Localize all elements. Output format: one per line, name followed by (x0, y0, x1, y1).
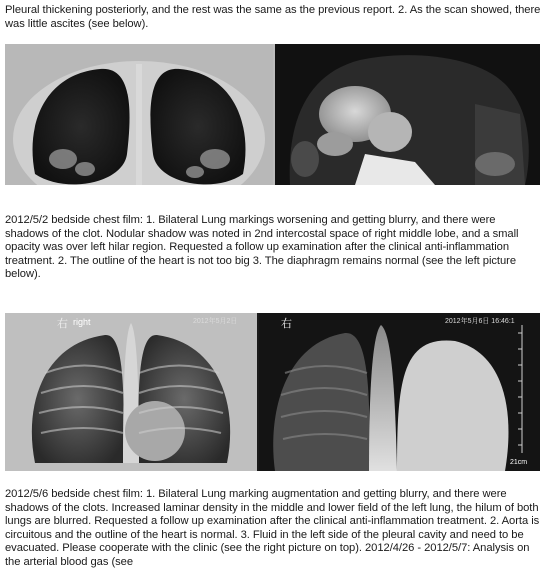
xray-right-date: 2012年5月6日 16:46:1 (445, 318, 515, 325)
xray-right-marker-char: 右 (281, 318, 292, 330)
xray-left-date: 2012年5月2日 (193, 318, 238, 325)
xray-left-marker-char: 右 (57, 318, 68, 330)
report-paragraph-3: 2012/5/6 bedside chest film: 1. Bilateral Lung marking augmentation and getting blurry, and there were shadows of the clots. Increased laminar density in the middle and lower field of the left lung, the hilum of both lungs are blurred. Requested a follow up examination after the clinical anti-inflammation treatment. 2. Aorta is circuitous and the outline of the heart is normal. 3. Fluid in the left side of the pleural cavity and need to be evacuated. Please cooperate with the clinic (see the right picture on top). 2012/4/26 - 2012/5/7: Analysis on the arterial blood gas (see (5, 488, 540, 568)
xray-figure (5, 313, 540, 471)
report-paragraph-2: 2012/5/2 bedside chest film: 1. Bilateral Lung markings worsening and getting blurry, and there were shadows of the clot. Nodular shadow was noted in 2nd intercostal space of right middle lobe, and a small opacity was over left hilar region. Requested a follow up examination after the clinical anti-inflammation treatment. 2. The outline of the heart is not too big 3. The diaphragm remains normal (see the left picture below). (5, 214, 519, 281)
xray-scale-unit: 21cm (510, 459, 528, 466)
ct-scan-figure (5, 44, 540, 185)
report-paragraph-1: Pleural thickening posteriorly, and the rest was the same as the previous report. 2. As the scan showed, there was little ascites (see below). (5, 4, 541, 30)
xray-left-marker-word: right (73, 317, 91, 327)
